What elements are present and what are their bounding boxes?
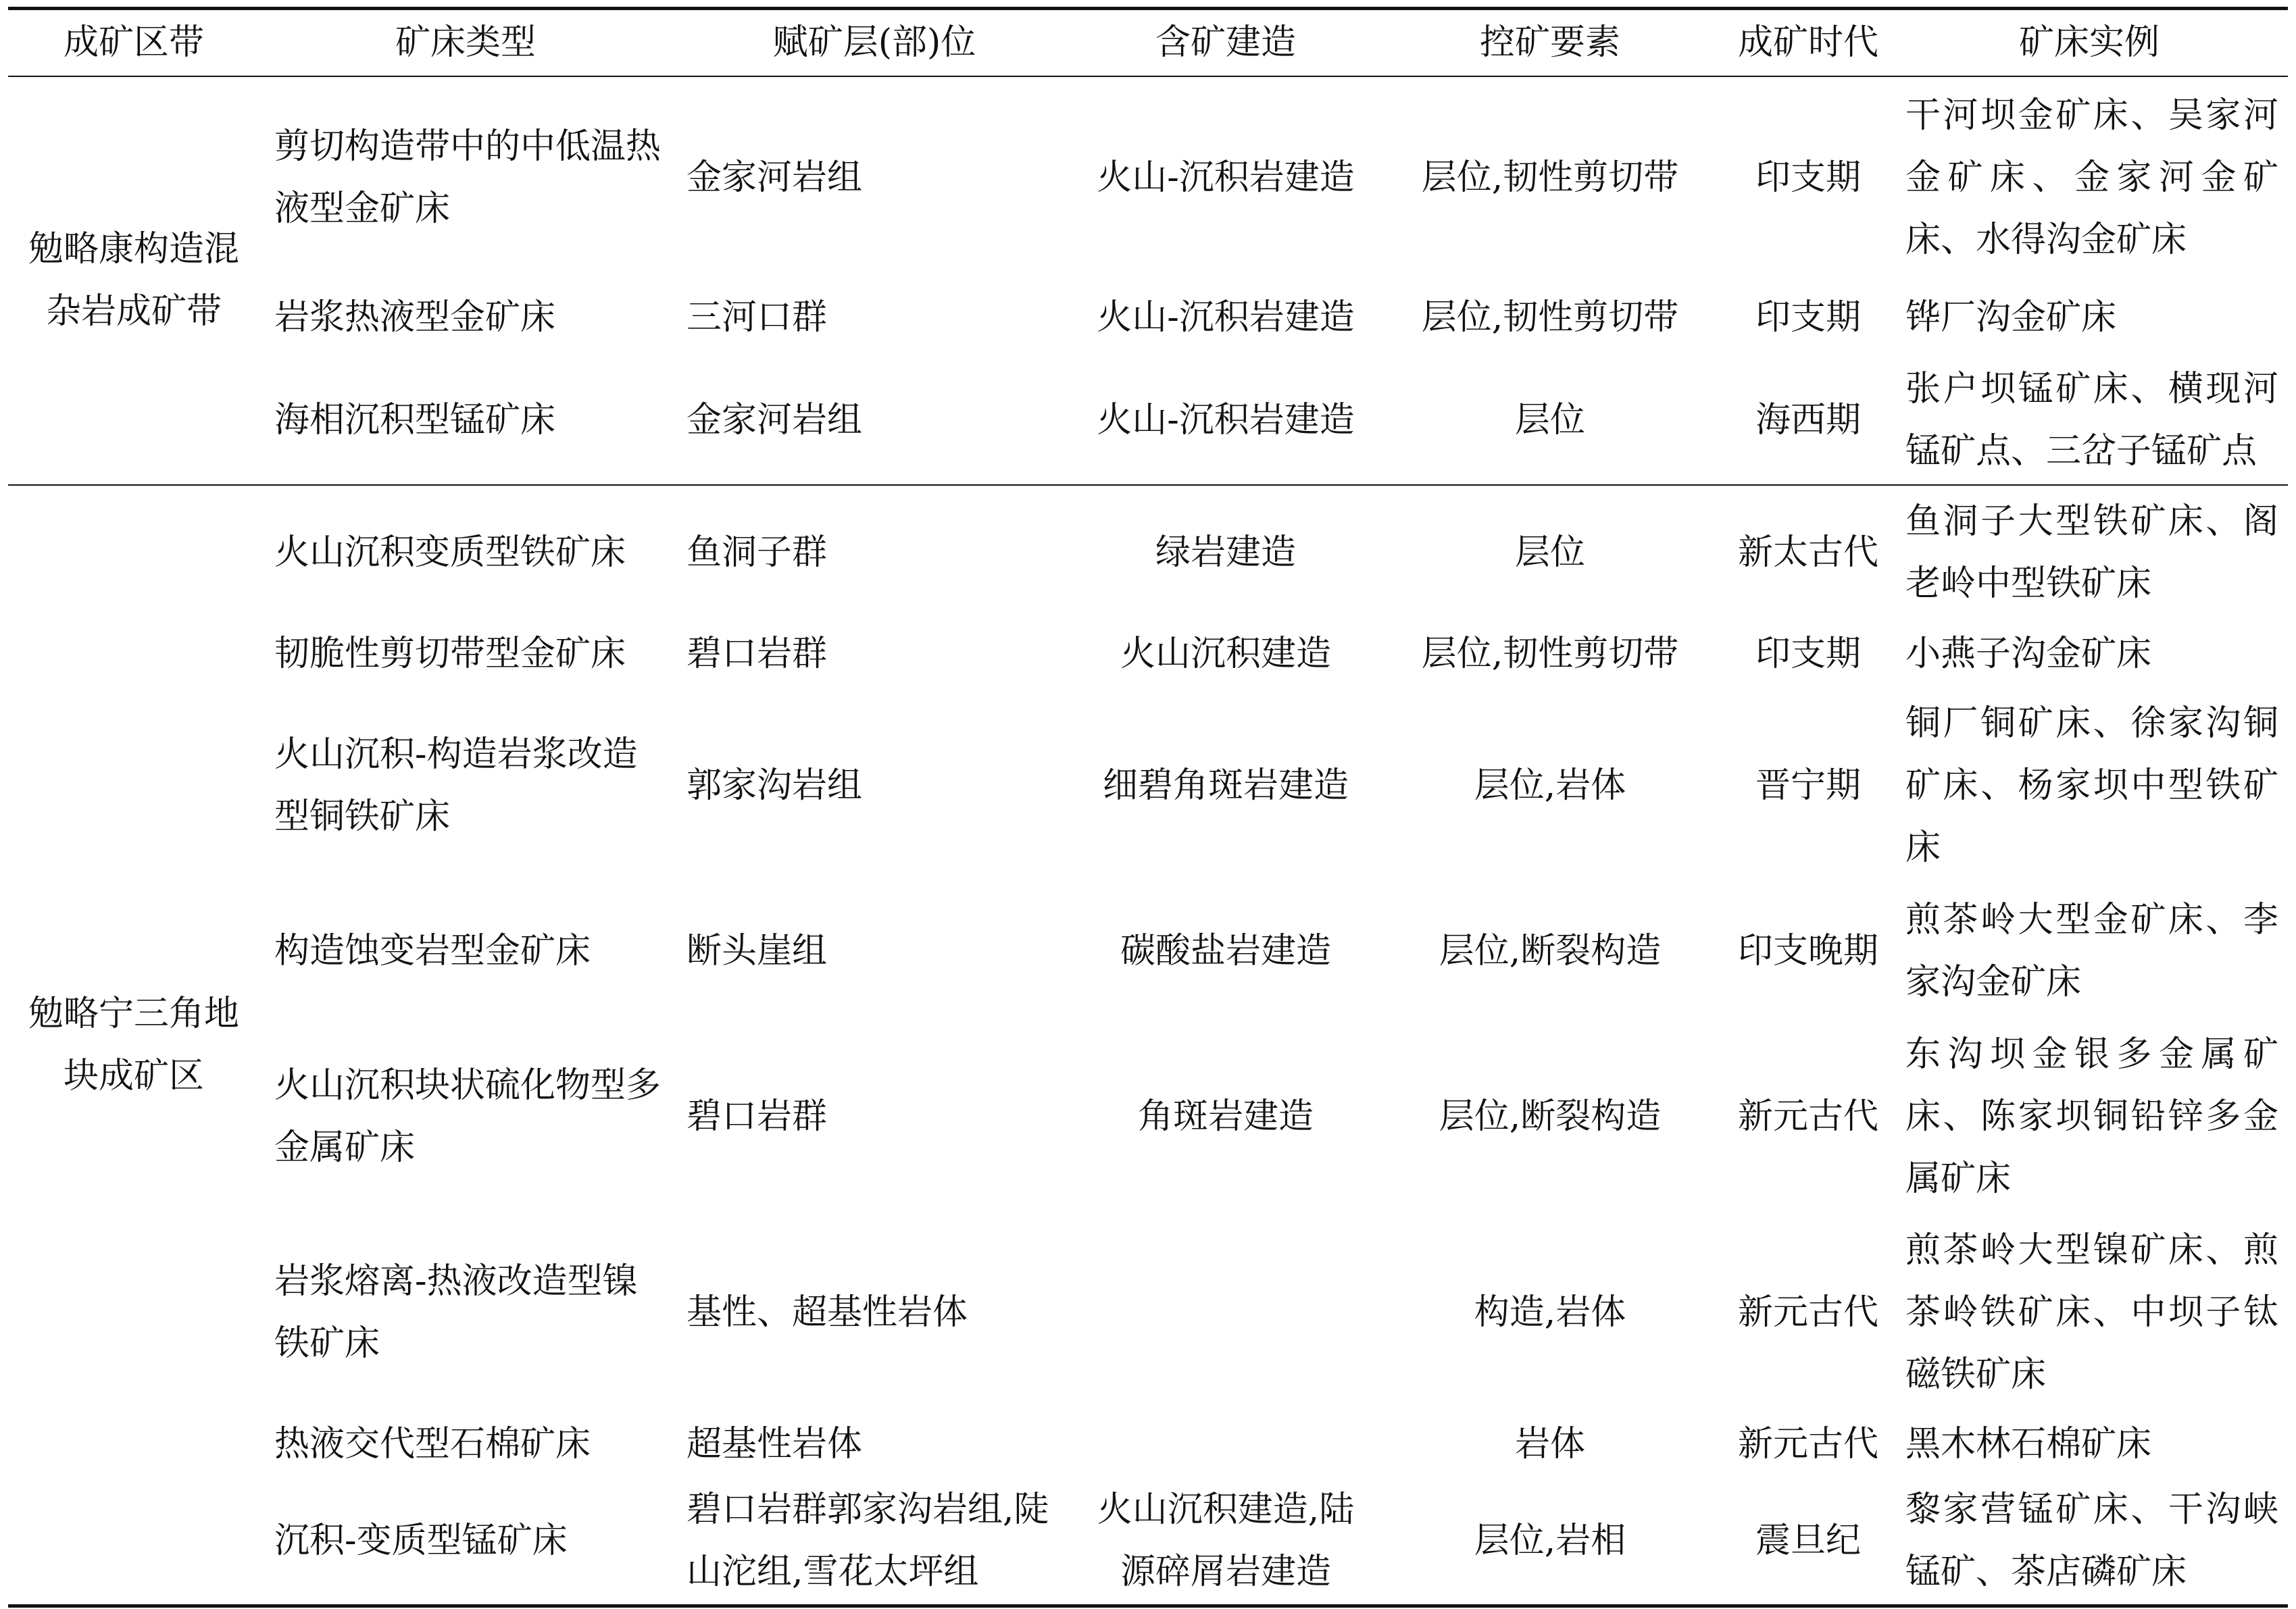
type-cell: 火山沉积变质型铁矿床 [274,532,626,573]
header-age: 成矿时代 [1737,22,1878,63]
type-cell: 岩浆熔离-热液改造型镍铁矿床 [274,1260,638,1364]
header-control: 控矿要素 [1479,22,1620,63]
formation-cell: 角斑岩建造 [1137,1096,1314,1137]
formation-cell: 绿岩建造 [1155,532,1296,573]
table-row [8,357,2288,485]
host-cell: 金家河岩组 [687,157,863,198]
example-cell: 黎家营锰矿床、干沟峡锰矿、茶店磷矿床 [1905,1489,2278,1593]
control-cell: 层位,岩体 [1474,765,1626,806]
table-row [8,485,2288,620]
age-cell: 新元古代 [1737,1292,1878,1333]
age-cell: 晋宁期 [1755,765,1861,806]
example-cell: 张户坝锰矿床、横现河锰矿点、三岔子锰矿点 [1905,369,2278,471]
formation-cell: 火山-沉积岩建造 [1097,297,1355,338]
host-cell: 鱼洞子群 [687,532,828,573]
table-header [8,9,2288,76]
control-cell: 层位,韧性剪切带 [1421,157,1679,198]
control-cell: 层位,岩相 [1474,1521,1626,1562]
header-example: 矿床实例 [2018,22,2160,63]
zone-group-a [8,76,2288,485]
header-row [8,9,2288,76]
age-cell: 新元古代 [1737,1096,1878,1137]
example-cell: 鱼洞子大型铁矿床、阁老岭中型铁矿床 [1905,501,2278,604]
age-cell: 印支期 [1755,633,1861,674]
age-cell: 印支期 [1755,157,1861,198]
formation-cell: 火山-沉积岩建造 [1097,400,1355,440]
table-row [8,1215,2288,1410]
type-cell: 火山沉积-构造岩浆改造型铜铁矿床 [274,734,638,837]
control-cell: 构造,岩体 [1474,1292,1626,1333]
formation-cell: 碳酸盐岩建造 [1120,930,1331,971]
type-cell: 海相沉积型锰矿床 [274,400,556,440]
table-row [8,1478,2288,1606]
example-cell: 干河坝金矿床、吴家河金矿床、金家河金矿床、水得沟金矿床 [1905,95,2278,260]
age-cell: 印支期 [1755,297,1861,338]
example-cell: 铜厂铜矿床、徐家沟铜矿床、杨家坝中型铁矿床 [1905,703,2278,868]
host-cell: 金家河岩组 [687,400,863,440]
table-row [8,76,2288,279]
ore-deposit-table [8,7,2288,1608]
host-cell: 郭家沟岩组 [687,765,863,806]
control-cell: 层位,断裂构造 [1439,930,1662,971]
age-cell: 震旦纪 [1755,1521,1861,1562]
type-cell: 构造蚀变岩型金矿床 [274,930,591,971]
age-cell: 海西期 [1755,400,1861,440]
age-cell: 新元古代 [1737,1423,1878,1464]
control-cell: 岩体 [1514,1423,1585,1464]
table-row [8,1019,2288,1215]
type-cell: 火山沉积块状硫化物型多金属矿床 [274,1065,662,1168]
type-cell: 韧脆性剪切带型金矿床 [274,633,626,674]
table-row [8,1410,2288,1478]
host-cell: 超基性岩体 [687,1423,863,1464]
formation-cell [1077,1215,1374,1410]
example-cell: 小燕子沟金矿床 [1905,633,2152,674]
zone-cell: 勉略宁三角地块成矿区 [28,993,239,1096]
header-type: 矿床类型 [395,22,536,63]
host-cell: 碧口岩群 [687,1096,828,1137]
host-cell: 基性、超基性岩体 [687,1292,968,1333]
header-zone: 成矿区带 [63,22,204,63]
control-cell: 层位,韧性剪切带 [1421,297,1679,338]
table-row [8,884,2288,1019]
example-cell: 煎茶岭大型金矿床、李家沟金矿床 [1905,899,2278,1002]
formation-cell [1077,1410,1374,1478]
host-cell: 断头崖组 [687,930,828,971]
type-cell: 热液交代型石棉矿床 [274,1423,591,1464]
zone-cell: 勉略康构造混杂岩成矿带 [28,229,239,332]
type-cell: 岩浆热液型金矿床 [274,297,556,338]
header-formation: 含矿建造 [1155,22,1296,63]
type-cell: 剪切构造带中的中低温热液型金矿床 [274,126,662,229]
table-row [8,279,2288,357]
host-cell: 碧口岩群郭家沟岩组,陡山沱组,雪花太坪组 [687,1489,1049,1593]
control-cell: 层位 [1514,400,1585,440]
table-row [8,688,2288,884]
example-cell: 铧厂沟金矿床 [1905,297,2117,338]
example-cell: 黑木林石棉矿床 [1905,1423,2152,1464]
zone-group-b [8,485,2288,1606]
table-row [8,620,2288,688]
control-cell: 层位,韧性剪切带 [1421,633,1679,674]
age-cell: 新太古代 [1737,532,1878,573]
host-cell: 三河口群 [687,297,828,338]
type-cell: 沉积-变质型锰矿床 [274,1521,568,1562]
formation-cell: 火山-沉积岩建造 [1097,157,1355,198]
control-cell: 层位,断裂构造 [1439,1096,1662,1137]
formation-cell: 火山沉积建造,陆源碎屑岩建造 [1097,1489,1355,1593]
example-cell: 煎茶岭大型镍矿床、煎茶岭铁矿床、中坝子钛磁铁矿床 [1905,1229,2278,1395]
age-cell: 印支晚期 [1737,930,1878,971]
formation-cell: 细碧角斑岩建造 [1102,765,1349,806]
header-host: 赋矿层(部)位 [772,22,976,63]
example-cell: 东沟坝金银多金属矿床、陈家坝铜铅锌多金属矿床 [1905,1033,2278,1199]
control-cell: 层位 [1514,532,1585,573]
host-cell: 碧口岩群 [687,633,828,674]
formation-cell: 火山沉积建造 [1120,633,1331,674]
